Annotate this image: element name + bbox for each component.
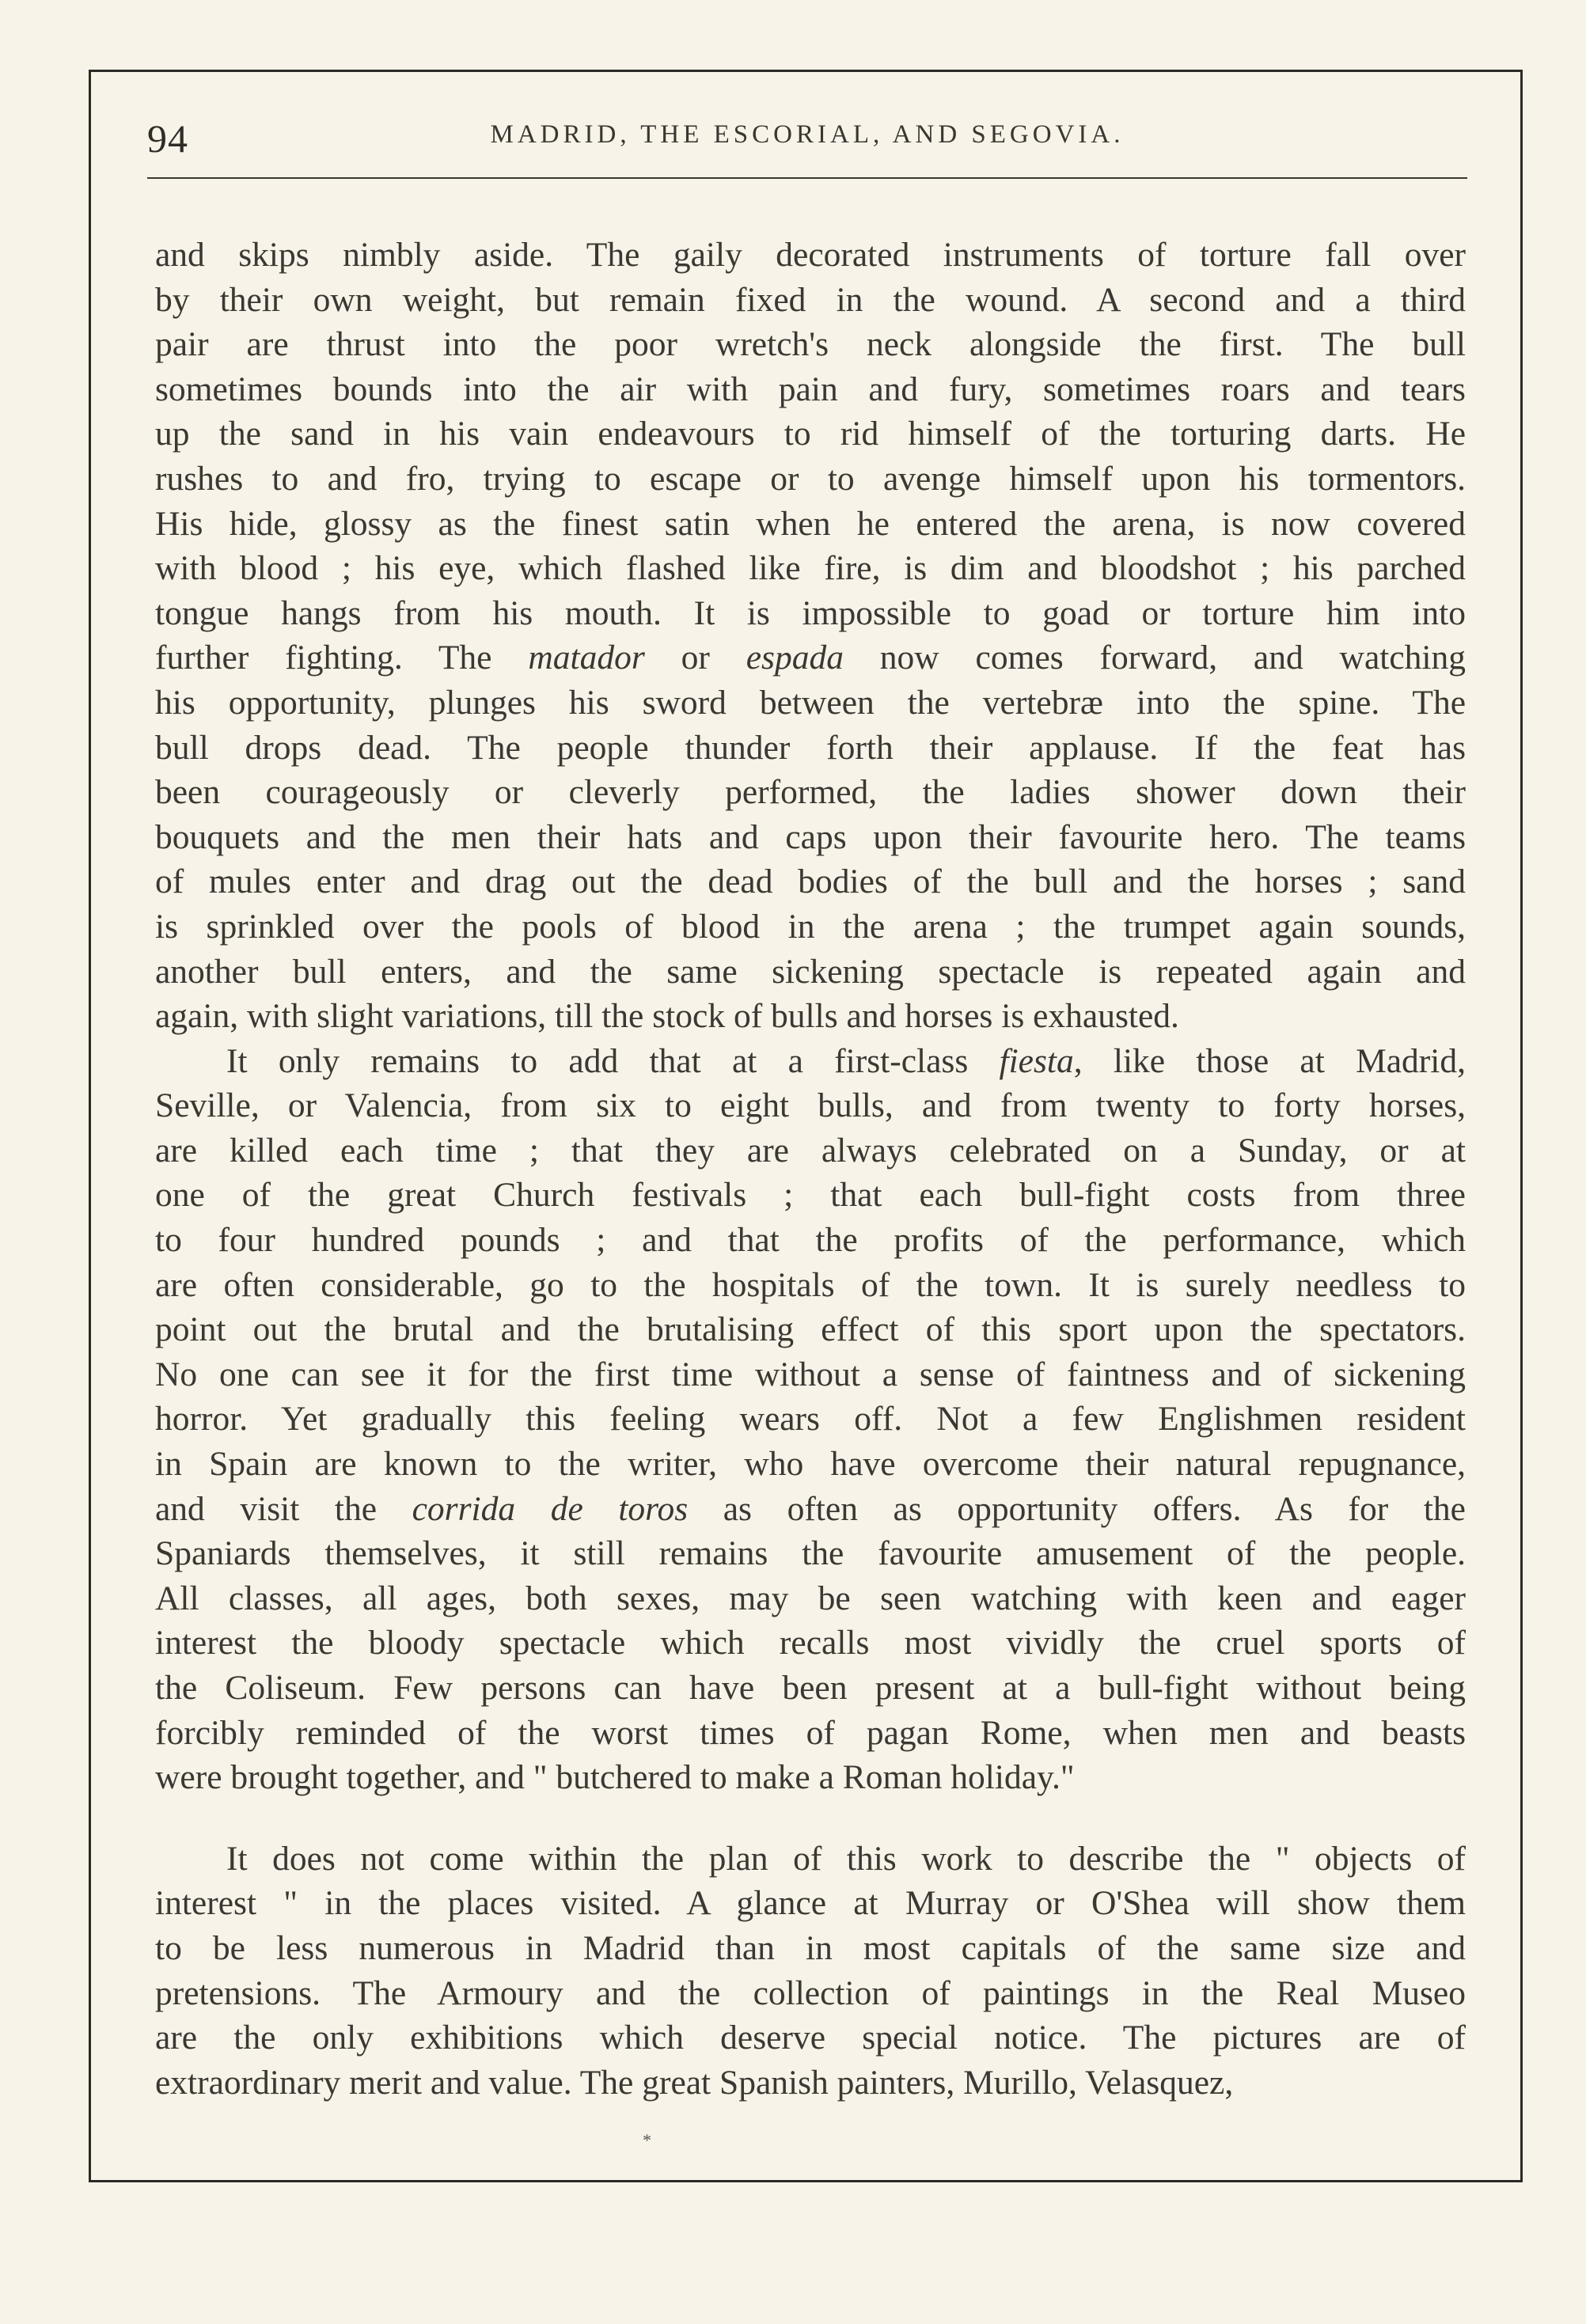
text-line: His hide, glossy as the finest satin when he entered the arena, is now covered: [155, 504, 1466, 543]
text-line: and visit the corrida de toros as often as opportunity offers. As for the: [155, 1489, 1466, 1528]
text-line: further fighting. The matador or espada now comes forward, and watching: [155, 639, 1466, 677]
text-line: another bull enters, and the same sickening spectacle is repeated again and: [155, 952, 1466, 991]
text-line: interest " in the places visited. A glance at Murray or O'Shea will show them: [155, 1884, 1466, 1923]
text-line: his opportunity, plunges his sword between the vertebræ into the spine. The: [155, 683, 1466, 722]
text-line: rushes to and fro, trying to escape or to avenge himself upon his tormentors.: [155, 459, 1466, 498]
text-line: to be less numerous in Madrid than in most capitals of the same size and: [155, 1928, 1466, 1967]
text-line: Spaniards themselves, it still remains the favourite amusement of the people.: [155, 1534, 1466, 1573]
text-line: one of the great Church festivals ; that each bull-fight costs from three: [155, 1176, 1466, 1215]
text-line: bull drops dead. The people thunder forth their applause. If the feat has: [155, 728, 1466, 767]
paragraph-2: [155, 1039, 1466, 1800]
text-line: bouquets and the men their hats and caps upon their favourite hero. The teams: [155, 817, 1466, 856]
text-line: pretensions. The Armoury and the collection of paintings in the Real Museo: [155, 1973, 1466, 2012]
text-line: pair are thrust into the poor wretch's neck alongside the first. The bull: [155, 325, 1466, 364]
footer-mark: *: [643, 2130, 651, 2150]
text-line: horror. Yet gradually this feeling wears off. Not a few Englishmen resident: [155, 1400, 1466, 1439]
text-line: up the sand in his vain endeavours to rid himself of the torturing darts. He: [155, 415, 1466, 453]
text-line: by their own weight, but remain fixed in the wound. A second and a third: [155, 280, 1466, 319]
text-line: been courageously or cleverly performed, the ladies shower down their: [155, 773, 1466, 812]
text-line: to four hundred pounds ; and that the profits of the performance, which: [155, 1221, 1466, 1260]
page-header: [147, 109, 1467, 166]
header-rule: [147, 177, 1467, 179]
text-line: and skips nimbly aside. The gaily decorated instruments of torture fall over: [155, 236, 1466, 274]
text-line: It only remains to add that at a first-class fiesta, like those at Madrid,: [226, 1041, 1466, 1080]
text-line: point out the brutal and the brutalising effect of this sport upon the spectators.: [155, 1310, 1466, 1349]
text-line: forcibly reminded of the worst times of pagan Rome, when men and beasts: [155, 1713, 1466, 1752]
text-line: tongue hangs from his mouth. It is impossible to goad or torture him into: [155, 593, 1466, 632]
paragraph-3: [155, 1837, 1466, 2106]
text-line: again, with slight variations, till the stock of bulls and horses is exhausted.: [155, 997, 1179, 1036]
text-line: of mules enter and drag out the dead bodies of the bull and the horses ; sand: [155, 862, 1466, 901]
text-line: extraordinary merit and value. The great Spanish painters, Murillo, Velasquez,: [155, 2063, 1234, 2102]
text-line: It does not come within the plan of this work to describe the " objects of: [226, 1839, 1466, 1878]
text-line: are often considerable, go to the hospitals of the town. It is surely needless to: [155, 1265, 1466, 1304]
text-line: with blood ; his eye, which flashed like fire, is dim and bloodshot ; his parched: [155, 549, 1466, 588]
page-number: 94: [147, 116, 188, 161]
text-line: the Coliseum. Few persons can have been present at a bull-fight without being: [155, 1669, 1466, 1707]
text-line: are killed each time ; that they are always celebrated on a Sunday, or at: [155, 1131, 1466, 1170]
text-line: were brought together, and " butchered to make a Roman holiday.": [155, 1758, 1075, 1797]
body-text: [155, 233, 1466, 2105]
text-line: interest the bloody spectacle which recalls most vividly the cruel sports of: [155, 1624, 1466, 1662]
text-line: All classes, all ages, both sexes, may be seen watching with keen and eager: [155, 1579, 1466, 1617]
text-line: are the only exhibitions which deserve special notice. The pictures are of: [155, 2019, 1466, 2057]
text-line: in Spain are known to the writer, who have overcome their natural repugnance,: [155, 1445, 1466, 1484]
text-line: sometimes bounds into the air with pain and fury, sometimes roars and tears: [155, 370, 1466, 408]
text-line: Seville, or Valencia, from six to eight bulls, and from twenty to forty horses,: [155, 1086, 1466, 1125]
running-head: MADRID, THE ESCORIAL, AND SEGOVIA.: [490, 120, 1125, 149]
text-line: is sprinkled over the pools of blood in the arena ; the trumpet again sounds,: [155, 907, 1466, 946]
text-line: No one can see it for the first time without a sense of faintness and of sickening: [155, 1355, 1466, 1393]
paragraph-1: [155, 233, 1466, 1039]
